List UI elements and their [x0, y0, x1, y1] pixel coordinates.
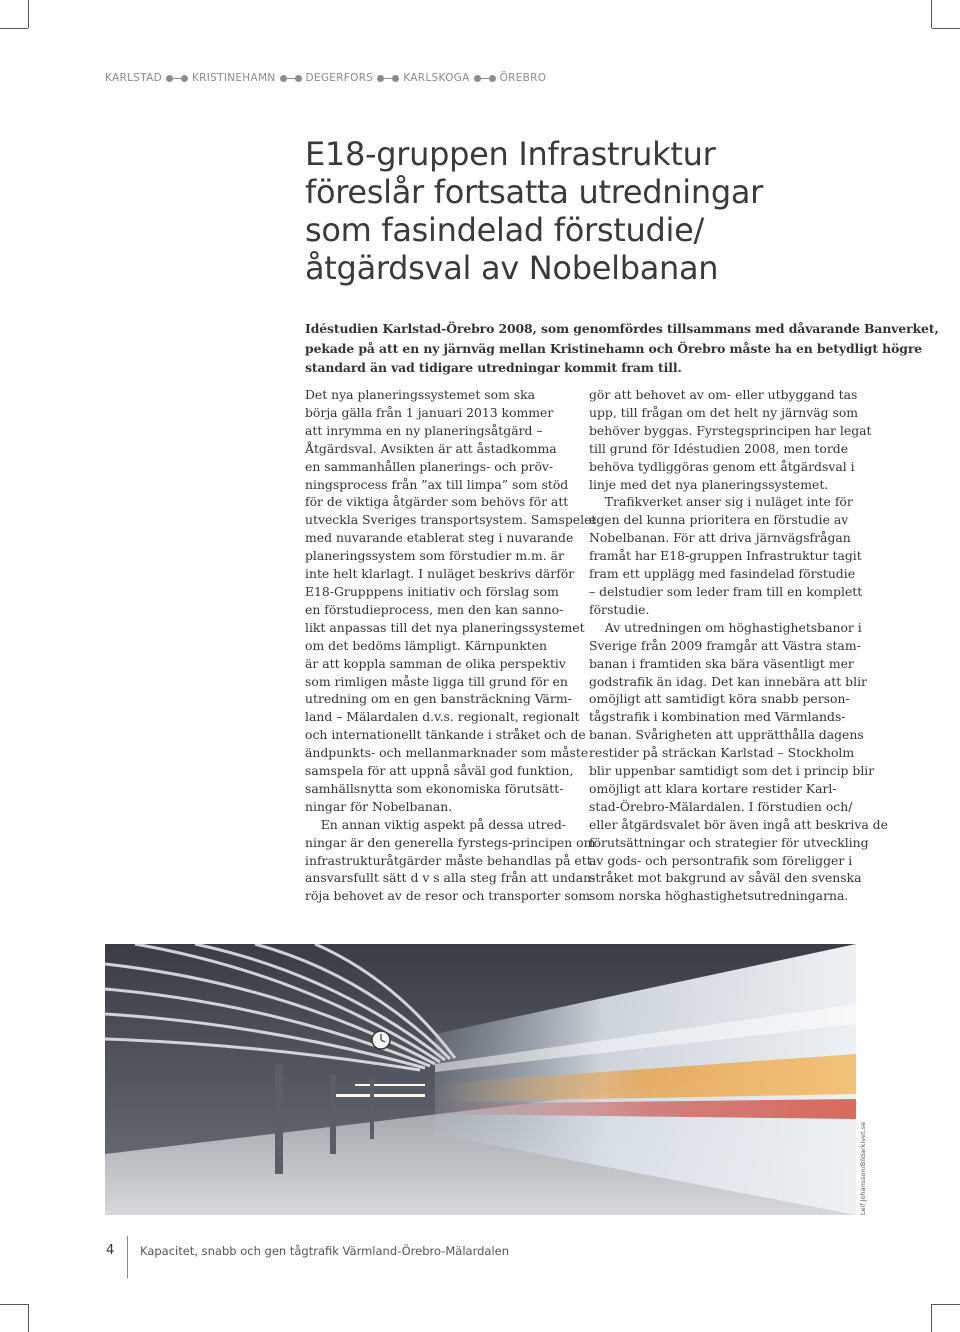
body-line: ansvarsfullt sätt d v s alla steg från att undan-: [305, 870, 596, 886]
footer-publication-title: Kapacitet, snabb och gen tågtrafik Värmland-Örebro-Mälardalen: [140, 1244, 510, 1258]
body-line: restider på sträckan Karlstad – Stockholm: [589, 745, 855, 761]
body-line: som norska höghastighetsutredningarna.: [589, 888, 849, 904]
crop-mark: [931, 0, 932, 28]
crop-mark: [932, 28, 960, 29]
body-line: utredning om en gen bansträckning Värm-: [305, 691, 572, 707]
ingress-line: pekade på att en ny järnväg mellan Kristinehamn och Örebro måste ha en betydligt högre: [305, 340, 923, 356]
route-connector-icon: [280, 75, 302, 82]
body-line: förstudie.: [589, 601, 650, 617]
crop-mark: [0, 28, 28, 29]
body-line: Åtgärdsval. Avsikten är att åstadkomma: [305, 440, 557, 456]
body-line: ändpunkts- och mellanmarknader som måste: [305, 745, 589, 761]
footer-divider: [127, 1236, 128, 1278]
title-line: föreslår fortsatta utredningar: [305, 173, 764, 211]
body-line: till grund för Idéstudien 2008, men torde: [589, 440, 849, 456]
train-station-image: [105, 944, 856, 1215]
body-line: likt anpassas till det nya planeringssystemet: [305, 619, 585, 635]
article-ingress: [305, 319, 939, 378]
title-line: som fasindelad förstudie/: [305, 211, 704, 249]
body-line: om det bedöms lämpligt. Kärnpunkten: [305, 637, 548, 653]
body-line: framåt har E18-gruppen Infrastruktur tagit: [589, 548, 862, 564]
body-line: – delstudier som leder fram till en komplett: [589, 583, 863, 599]
route-stop: KARLSKOGA: [403, 72, 470, 84]
body-line: Nobelbanan. För att driva järnvägsfrågan: [589, 530, 851, 546]
body-line: och internationellt tänkande i stråket och de: [305, 727, 586, 743]
body-line: med nuvarande etablerat steg i nuvarande: [305, 530, 574, 546]
route-stop: ÖREBRO: [499, 72, 547, 84]
title-line: åtgärdsval av Nobelbanan: [305, 249, 719, 287]
body-line: som rimligen måste ligga till grund för en: [305, 673, 568, 689]
body-column-left: [305, 386, 597, 905]
body-line: banan. Svårigheten att upprätthålla dagens: [589, 727, 864, 743]
route-connector-icon: [377, 75, 399, 82]
body-line: utveckla Sveriges transportsystem. Samspelet: [305, 512, 597, 528]
body-line: behöver byggas. Fyrstegsprincipen har legat: [589, 422, 872, 438]
route-connector-icon: [474, 75, 496, 82]
crop-mark: [0, 1304, 28, 1305]
body-line: samhällsnytta som ekonomiska förutsätt-: [305, 780, 564, 796]
body-line: godstrafik än idag. Det kan innebära att blir: [589, 673, 867, 689]
body-line: Det nya planeringssystemet som ska: [305, 387, 536, 402]
body-line: behöva tydliggöras genom ett åtgärdsval i: [589, 458, 855, 474]
body-line: ningar för Nobelbanan.: [305, 798, 453, 814]
body-line: linje med det nya planeringssystemet.: [589, 476, 829, 492]
body-line: att inrymma en ny planeringsåtgärd –: [305, 422, 543, 438]
route-stop: DEGERFORS: [305, 72, 374, 84]
station-photo: [105, 944, 856, 1215]
body-line: omöjligt att samtidigt köra snabb person-: [589, 691, 850, 707]
body-line: blir uppenbar samtidigt som det i princip blir: [589, 763, 875, 779]
body-line: En annan viktig aspekt på dessa utred-: [305, 816, 566, 832]
body-line: land – Mälardalen d.v.s. regionalt, regionalt: [305, 709, 580, 725]
body-line: banan i framtiden ska bära väsentligt mer: [589, 655, 854, 671]
crop-mark: [932, 1304, 960, 1305]
ingress-line: Idéstudien Karlstad-Örebro 2008, som genomfördes tillsammans med dåvarande Banverket,: [305, 321, 939, 336]
body-line: planeringssystem som förstudier m.m. är: [305, 548, 564, 564]
article-title: [305, 135, 905, 287]
photo-credit: Leif Johansson/Bildarkivet.se: [859, 1121, 867, 1215]
route-stop: KARLSTAD: [105, 72, 162, 84]
body-line: Trafikverket anser sig i nuläget inte för: [589, 494, 853, 510]
body-line: inte helt klarlagt. I nuläget beskrivs därför: [305, 566, 575, 582]
body-line: fram ett upplägg med fasindelad förstudie: [589, 566, 856, 582]
page-number: 4: [106, 1243, 115, 1258]
body-line: Av utredningen om höghastighetsbanor i: [589, 619, 862, 635]
body-line: av gods- och persontrafik som föreligger i: [589, 852, 853, 868]
crop-mark: [28, 0, 29, 28]
body-line: förutsättningar och strategier för utveckling: [589, 834, 869, 850]
body-line: samspela för att uppnå såväl god funktion,: [305, 763, 574, 779]
body-line: omöjligt att klara kortare restider Karl-: [589, 780, 837, 796]
body-line: eller åtgärdsvalet bör även ingå att beskriva de: [589, 816, 888, 832]
body-line: tågstrafik i kombination med Värmlands-: [589, 709, 846, 725]
route-header: [105, 70, 546, 86]
body-line: egen del kunna prioritera en förstudie av: [589, 512, 849, 528]
body-line: en förstudieprocess, men den kan sanno-: [305, 601, 564, 617]
crop-mark: [28, 1304, 29, 1332]
ingress-line: standard än vad tidigare utredningar kommit fram till.: [305, 360, 682, 375]
body-line: ningsprocess från ”ax till limpa” som stöd: [305, 476, 569, 492]
body-line: börja gälla från 1 januari 2013 kommer: [305, 404, 554, 420]
body-line: upp, till frågan om det helt ny järnväg som: [589, 404, 859, 420]
crop-mark: [931, 1304, 932, 1332]
title-line: E18-gruppen Infrastruktur: [305, 135, 716, 173]
body-line: stad-Örebro-Mälardalen. I förstudien och/: [589, 798, 853, 814]
body-line: Sverige från 2009 framgår att Västra stam-: [589, 637, 861, 653]
body-line: infrastrukturåtgärder måste behandlas på ett: [305, 852, 592, 868]
body-line: för de viktiga åtgärder som behövs för att: [305, 494, 569, 510]
body-line: en sammanhållen planerings- och pröv-: [305, 458, 554, 474]
body-line: gör att behovet av om- eller utbyggand tas: [589, 387, 858, 402]
route-stop: KRISTINEHAMN: [191, 72, 276, 84]
body-column-right: [589, 386, 888, 905]
body-line: E18-Grupppens initiativ och förslag som: [305, 583, 559, 599]
body-line: är att koppla samman de olika perspektiv: [305, 655, 566, 671]
body-line: röja behovet av de resor och transporter som: [305, 888, 590, 904]
route-connector-icon: [166, 75, 188, 82]
body-line: stråket mot bakgrund av såväl den svenska: [589, 870, 862, 886]
body-line: ningar är den generella fyrstegs-principen om: [305, 834, 596, 850]
